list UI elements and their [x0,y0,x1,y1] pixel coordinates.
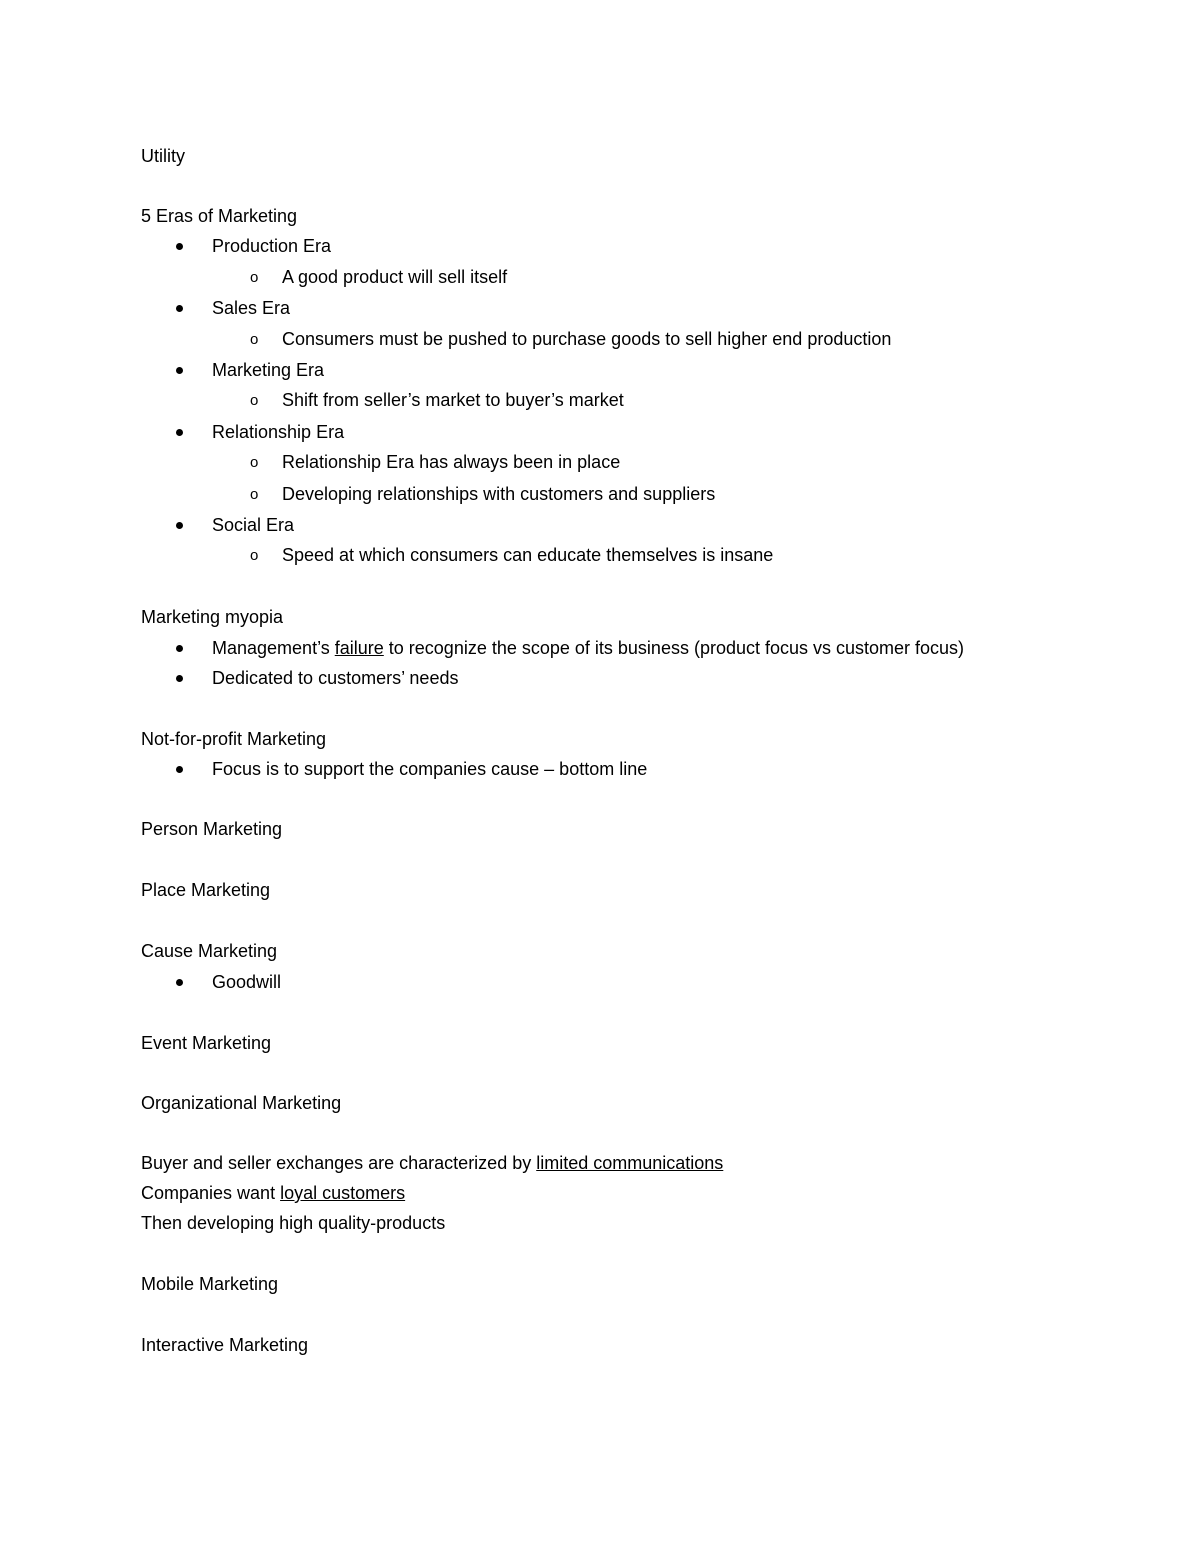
heading-nfp: Not-for-profit Marketing [141,729,327,749]
loyal-line [141,1182,405,1204]
heading-eras: 5 Eras of Marketing [141,206,298,226]
cause-item: Goodwill [212,972,282,992]
era-subitem: Relationship Era has always been in place [282,452,621,472]
exchanges-underlined: limited communications [536,1153,724,1173]
era-item: Relationship Era [212,422,345,442]
loyal-text: Companies want [141,1183,281,1203]
bullet-icon [176,305,183,312]
bullet-icon [176,645,183,652]
heading-cause: Cause Marketing [141,941,278,961]
circle-bullet-icon: o [250,392,259,409]
heading-organizational: Organizational Marketing [141,1093,342,1113]
myopia-text-pre: Management’s [212,638,335,658]
era-item: Production Era [212,236,332,256]
era-subitem: Developing relationships with customers and suppliers [282,484,716,504]
myopia-item [212,637,964,659]
era-subitem: Consumers must be pushed to purchase goods to sell higher end production [282,329,892,349]
circle-bullet-icon: o [250,486,259,503]
bullet-icon [176,979,183,986]
era-item: Social Era [212,515,295,535]
bullet-icon [176,367,183,374]
heading-mobile: Mobile Marketing [141,1274,279,1294]
era-subitem: A good product will sell itself [282,267,508,287]
heading-event: Event Marketing [141,1033,272,1053]
bullet-icon [176,522,183,529]
era-item: Sales Era [212,298,291,318]
circle-bullet-icon: o [250,269,259,286]
heading-person: Person Marketing [141,819,283,839]
heading-myopia: Marketing myopia [141,607,284,627]
bullet-icon [176,429,183,436]
circle-bullet-icon: o [250,331,259,348]
myopia-underlined-failure: failure [334,638,384,658]
exchanges-line [141,1152,723,1174]
nfp-item: Focus is to support the companies cause – bottom line [212,759,648,779]
circle-bullet-icon: o [250,454,259,471]
heading-utility: Utility [141,146,185,166]
myopia-item: Dedicated to customers’ needs [212,668,459,688]
bullet-icon [176,243,183,250]
era-item: Marketing Era [212,360,325,380]
heading-place: Place Marketing [141,880,271,900]
circle-bullet-icon: o [250,547,259,564]
exchanges-text: Buyer and seller exchanges are characterized by [141,1153,537,1173]
loyal-underlined: loyal customers [280,1183,406,1203]
bullet-icon [176,675,183,682]
myopia-text-post: to recognize the scope of its business (product focus vs customer focus) [383,638,965,658]
bullet-icon [176,766,183,773]
era-subitem: Shift from seller’s market to buyer’s market [282,390,624,410]
era-subitem: Speed at which consumers can educate themselves is insane [282,545,774,565]
then-line: Then developing high quality-products [141,1213,446,1233]
heading-interactive: Interactive Marketing [141,1335,309,1355]
